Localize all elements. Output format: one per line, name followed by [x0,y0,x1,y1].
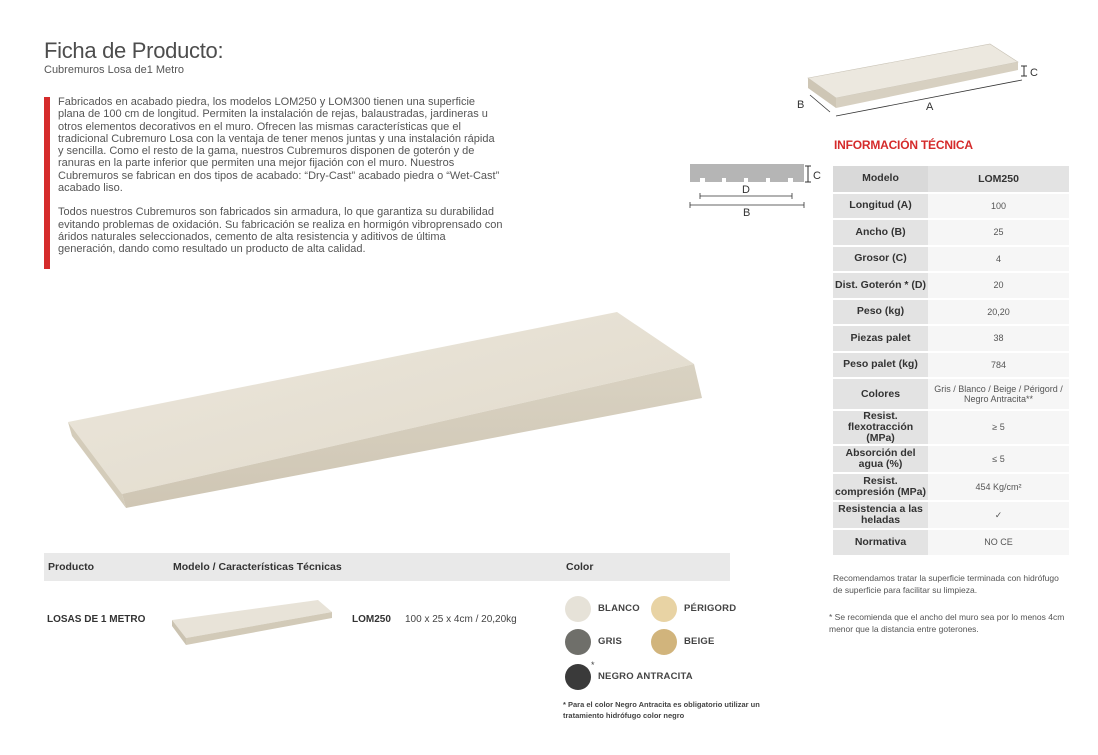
color-swatch-blanco [565,596,591,622]
spec-value: 20 [928,272,1069,299]
spec-key: Normativa [833,529,928,556]
page-title: Ficha de Producto: [44,38,224,63]
spec-key: Resist. flexotracción (MPa) [833,410,928,445]
color-swatch-beige [651,629,677,655]
spec-value: ≥ 5 [928,410,1069,445]
color-label-perigord: PÉRIGORD [684,603,737,614]
column-header-product: Producto [48,561,95,573]
spec-row [833,529,1069,556]
spec-row [833,325,1069,352]
spec-key: Peso (kg) [833,299,928,326]
spec-row [833,219,1069,246]
iso-label-b: B [797,99,805,111]
iso-label-c: C [1030,67,1038,79]
spec-row [833,378,1069,410]
spec-header-key: Modelo [833,166,928,193]
product-specs: 100 x 25 x 4cm / 20,20kg [405,614,517,625]
wall-width-note: * Se recomienda que el ancho del muro sea por lo menos 4cm menor que la distancia entre goterones. [829,612,1065,634]
spec-row [833,246,1069,273]
section-label-b: B [743,207,751,219]
color-swatch-perigord [651,596,677,622]
spec-row [833,299,1069,326]
spec-key: Peso palet (kg) [833,352,928,379]
spec-header-row [833,166,1069,193]
spec-value: NO CE [928,529,1069,556]
spec-value: 784 [928,352,1069,379]
product-table-header [44,553,730,581]
intro-paragraph-1: Fabricados en acabado piedra, los modelos LOM250 y LOM300 tienen una superficie plana de 100 cm de longitud. Permiten la instalación de rejas, balaustradas, jardineras u otros elementos decorativos en el muro. Ofrecen las mismas características que el tradicional Cubremuro Losa con la ventaja de tener menos juntas y una instalación rápida y sencilla. Como el resto de la gama, nuestros Cubremuros disponen de goterón y de ranuras en la parte inferior que permiten una mejor fijación con el muro. Nuestros Cubremuros se fabrican en dos tipos de acabado: “Dry-Cast” acabado piedra o “Wet-Cast” acabado liso. [58,96,500,195]
product-name: LOSAS DE 1 METRO [47,614,146,625]
product-hero-image [62,294,712,514]
intro-text [58,96,503,268]
spec-value: ≤ 5 [928,445,1069,473]
product-thumbnail [168,592,338,652]
spec-row [833,272,1069,299]
color-label-gris: GRIS [598,636,623,647]
accent-bar [44,97,50,269]
spec-row [833,501,1069,529]
iso-label-a: A [926,101,934,113]
spec-row [833,193,1069,220]
spec-value: 25 [928,219,1069,246]
spec-key: Longitud (A) [833,193,928,220]
intro-paragraph-2: Todos nuestros Cubremuros son fabricados sin armadura, lo que garantiza su durabilidad evitando problemas de oxidación. Su fabricación se realiza en hormigón vibroprensado con áridos naturales seleccionados, cemento de alta resistencia y aditivos de última generación, dando como resultado un producto de alta calidad. [58,206,503,256]
spec-key: Grosor (C) [833,246,928,273]
column-header-color: Color [566,561,594,573]
spec-row [833,473,1069,501]
page-subtitle: Cubremuros Losa de1 Metro [44,64,185,76]
spec-value: Gris / Blanco / Beige / Périgord / Negro Antracita** [928,378,1069,410]
treatment-note: Recomendamos tratar la superficie terminada con hidrófugo de superficie para facilitar su limpieza. [833,573,1059,595]
cross-section-diagram [686,160,826,220]
spec-key: Resistencia a las heladas [833,501,928,529]
technical-spec-table [833,166,1069,557]
spec-key: Dist. Goterón * (D) [833,272,928,299]
spec-header-value: LOM250 [928,166,1069,193]
spec-key: Ancho (B) [833,219,928,246]
product-model: LOM250 [352,614,391,625]
spec-value: 20,20 [928,299,1069,326]
spec-row [833,410,1069,445]
spec-key: Resist. compresión (MPa) [833,473,928,501]
color-label-blanco: BLANCO [598,603,640,614]
color-label-beige: BEIGE [684,636,715,647]
spec-value: 4 [928,246,1069,273]
color-swatch-gris [565,629,591,655]
spec-value: 100 [928,193,1069,220]
spec-key: Piezas palet [833,325,928,352]
color-swatch-negro-antracita [565,664,591,690]
color-note: * Para el color Negro Antracita es obligatorio utilizar un tratamiento hidrófugo color negro [563,700,760,720]
section-label-d: D [742,184,750,196]
isometric-dimension-diagram [790,40,1050,120]
spec-value: 454 Kg/cm² [928,473,1069,501]
technical-info-heading: INFORMACIÓN TÉCNICA [834,138,973,152]
spec-row [833,445,1069,473]
spec-key: Colores [833,378,928,410]
section-label-c: C [813,170,821,182]
color-asterisk: * [591,660,595,670]
column-header-model: Modelo / Características Técnicas [173,561,342,573]
color-label-negro-antracita: NEGRO ANTRACITA [598,671,693,682]
spec-value: 38 [928,325,1069,352]
spec-key: Absorción del agua (%) [833,445,928,473]
spec-row [833,352,1069,379]
checkmark-icon: ✓ [928,501,1069,529]
